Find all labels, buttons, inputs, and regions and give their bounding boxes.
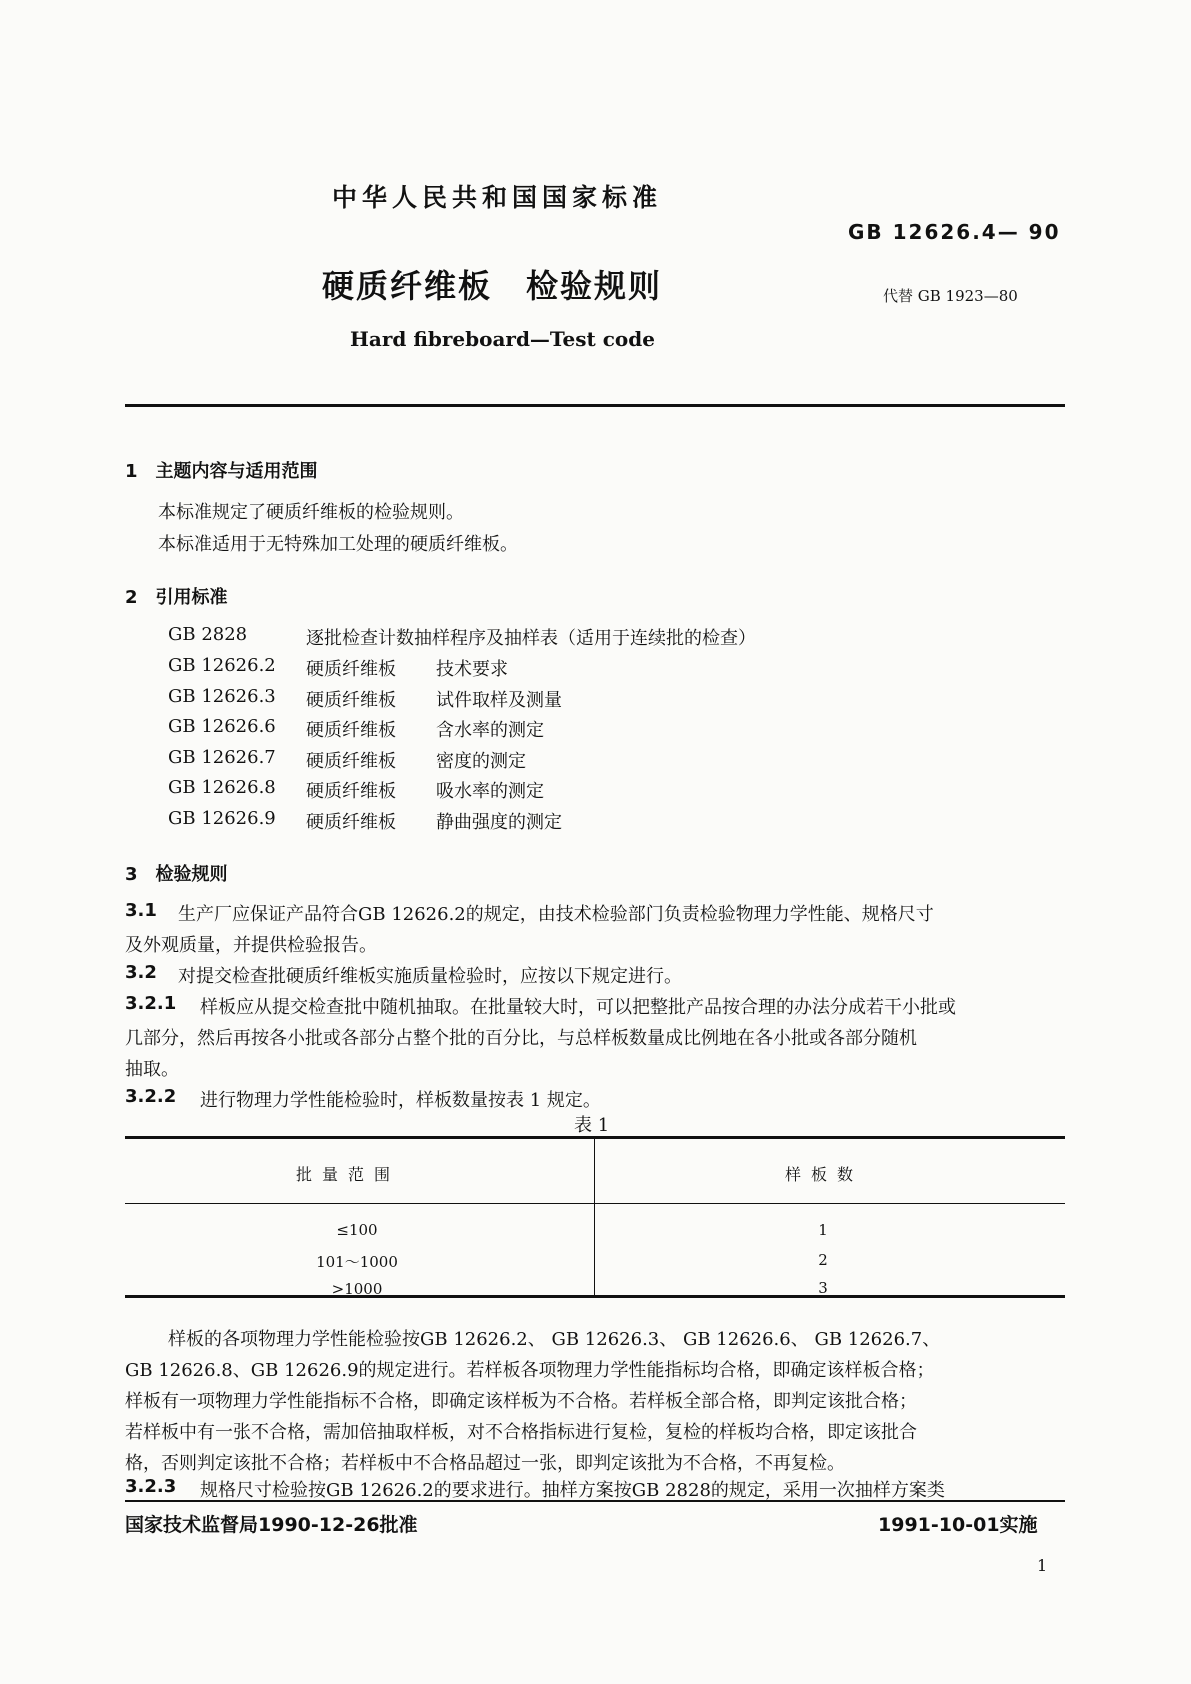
replaces-note: 代替 GB 1923—80 (883, 287, 1018, 305)
table-cell: >1000 (331, 1280, 383, 1298)
body-paragraph-line: 若样板中有一张不合格，需加倍抽取样板，对不合格指标进行复检，复检的样板均合格，即定该批合 (125, 1422, 917, 1443)
table-top-rule (125, 1136, 1065, 1139)
national-standard-label: 中华人民共和国国家标准 (332, 183, 663, 212)
clause-text: 样板应从提交检查批中随机抽取。在批量较大时，可以把整批产品按合理的办法分成若干小批或 (200, 997, 956, 1018)
section-3-heading: 3 检验规则 (125, 864, 228, 885)
reference-code: GB 12626.2 (168, 655, 276, 676)
standard-code: GB 12626.4— 90 (848, 220, 1061, 244)
reference-name: 硬质纤维板 (306, 751, 396, 772)
table-cell: 1 (818, 1221, 828, 1239)
header-divider (125, 404, 1065, 407)
clause-text: 规格尺寸检验按GB 12626.2的要求进行。抽样方案按GB 2828的规定，采用一次抽样方案类 (200, 1480, 945, 1501)
reference-code: GB 12626.3 (168, 686, 276, 707)
table-cell: ≤100 (336, 1221, 378, 1239)
clause-number: 3.1 (125, 900, 157, 921)
reference-code: GB 12626.8 (168, 777, 276, 798)
table-cell: 101～1000 (316, 1253, 398, 1271)
reference-title: 试件取样及测量 (436, 690, 562, 711)
clause-text: 抽取。 (125, 1059, 179, 1080)
reference-title: 技术要求 (436, 659, 508, 680)
reference-name: 硬质纤维板 (306, 720, 396, 741)
approval-date: 国家技术监督局1990-12-26批准 (125, 1514, 418, 1536)
clause-number: 3.2.3 (125, 1476, 177, 1497)
document-title-cn: 硬质纤维板 检验规则 (322, 267, 663, 305)
clause-number: 3.2 (125, 962, 157, 983)
clause-number: 3.2.1 (125, 993, 177, 1014)
clause-text: 及外观质量，并提供检验报告。 (125, 935, 377, 956)
table-cell: 2 (818, 1251, 828, 1269)
clause-number: 3.2.2 (125, 1086, 177, 1107)
body-paragraph-line: 格，否则判定该批不合格；若样板中不合格品超过一张，即判定该批为不合格，不再复检。 (125, 1453, 845, 1474)
reference-title: 含水率的测定 (436, 720, 544, 741)
section-1-paragraph: 本标准规定了硬质纤维板的检验规则。 (158, 502, 464, 523)
table-title: 表 1 (574, 1115, 610, 1136)
reference-name: 硬质纤维板 (306, 812, 396, 833)
footer-divider (125, 1500, 1065, 1502)
table-cell: 3 (818, 1279, 828, 1297)
reference-code: GB 12626.9 (168, 808, 276, 829)
table-column-divider (594, 1136, 595, 1295)
reference-title: 静曲强度的测定 (436, 812, 562, 833)
reference-code: GB 12626.7 (168, 747, 276, 768)
reference-code: GB 2828 (168, 624, 248, 645)
page-number: 1 (1037, 1556, 1048, 1575)
table-header-rule (125, 1203, 1065, 1204)
clause-text: 几部分，然后再按各小批或各部分占整个批的百分比，与总样板数量成比例地在各小批或各部分随机 (125, 1028, 917, 1049)
body-paragraph-line: GB 12626.8、GB 12626.9的规定进行。若样板各项物理力学性能指标均合格，即确定该样板合格； (125, 1360, 935, 1381)
clause-text: 对提交检查批硬质纤维板实施质量检验时，应按以下规定进行。 (178, 966, 682, 987)
reference-title: 吸水率的测定 (436, 781, 544, 802)
section-1-paragraph: 本标准适用于无特殊加工处理的硬质纤维板。 (158, 534, 518, 555)
reference-name: 逐批检查计数抽样程序及抽样表（适用于连续批的检查） (306, 628, 756, 649)
reference-name: 硬质纤维板 (306, 690, 396, 711)
clause-text: 生产厂应保证产品符合GB 12626.2的规定，由技术检验部门负责检验物理力学性能、规格尺寸 (178, 904, 934, 925)
body-paragraph-line: 样板的各项物理力学性能检验按GB 12626.2、 GB 12626.3、 GB 12626.6、 GB 12626.7、 (168, 1329, 941, 1350)
effective-date: 1991-10-01实施 (878, 1514, 1038, 1536)
section-1-heading: 1 主题内容与适用范围 (125, 461, 318, 482)
reference-code: GB 12626.6 (168, 716, 276, 737)
reference-name: 硬质纤维板 (306, 659, 396, 680)
table-bottom-rule (125, 1295, 1065, 1298)
body-paragraph-line: 样板有一项物理力学性能指标不合格，即确定该样板为不合格。若样板全部合格，即判定该批合格； (125, 1391, 917, 1412)
clause-text: 进行物理力学性能检验时，样板数量按表 1 规定。 (200, 1090, 601, 1111)
reference-name: 硬质纤维板 (306, 781, 396, 802)
section-2-heading: 2 引用标准 (125, 587, 228, 608)
table-header-cell: 样板数 (785, 1165, 864, 1184)
table-header-cell: 批量范围 (296, 1165, 401, 1184)
document-title-en: Hard fibreboard—Test code (350, 327, 655, 351)
reference-title: 密度的测定 (436, 751, 526, 772)
